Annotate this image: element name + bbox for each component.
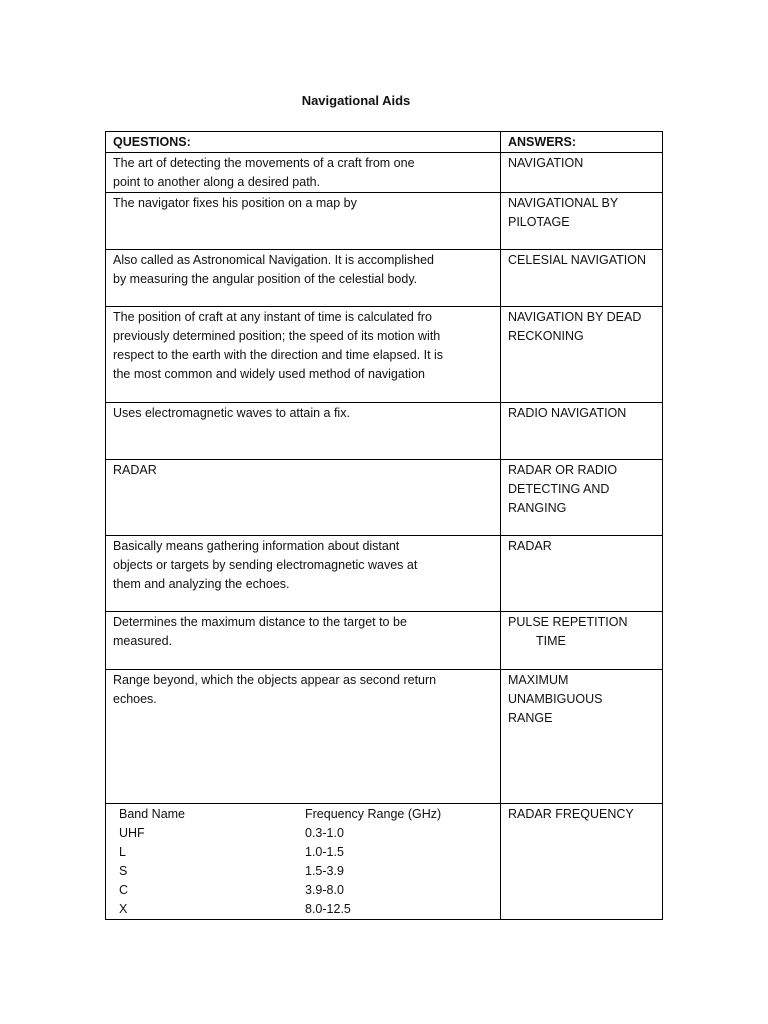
band-name: X [119,902,128,916]
question-cell [106,536,501,612]
band-row [113,824,493,843]
question-line: them and analyzing the echoes. [113,577,290,591]
answer-line: RADAR FREQUENCY [508,807,634,821]
answer-line: NAVIGATION BY DEAD [508,310,642,324]
question-cell [106,193,501,250]
answer-line: CELESIAL NAVIGATION [508,253,647,267]
question-line: The art of detecting the movements of a craft from one [113,156,415,170]
answer-cell [501,460,663,536]
answer-cell [501,250,663,307]
answer-cell [501,153,663,193]
table-row [106,193,663,250]
page-title: Navigational Aids [301,93,411,108]
table-row [106,307,663,403]
answer-line: UNAMBIGUOUS [508,692,603,706]
question-line: Determines the maximum distance to the target to be [113,615,407,629]
band-cell [106,804,501,920]
question-line: Basically means gathering information about distant [113,539,400,553]
band-frequency: 1.0-1.5 [305,845,344,859]
answer-line: MAXIMUM [508,673,569,687]
question-line: previously determined position; the speed of its motion with [113,329,441,343]
question-line: by measuring the angular position of the celestial body. [113,272,418,286]
question-cell [106,307,501,403]
table-header-row [106,132,663,153]
table-row [106,460,663,536]
question-line: Also called as Astronomical Navigation. It is accomplished [113,253,434,267]
answers-header: ANSWERS: [501,132,663,153]
band-row [113,881,493,900]
table-row [106,670,663,804]
question-line: RADAR [113,463,157,477]
question-line: point to another along a desired path. [113,175,321,189]
question-cell [106,460,501,536]
band-row [113,862,493,881]
question-line: The navigator fixes his position on a map by [113,196,357,210]
answer-line: RANGING [508,501,567,515]
question-line: measured. [113,634,173,648]
answer-line: RANGE [508,711,553,725]
answer-line [508,632,655,651]
answer-cell [501,193,663,250]
answer-line: RADAR [508,539,552,553]
questions-header: QUESTIONS: [106,132,501,153]
answer-line: RADAR OR RADIO [508,463,618,477]
band-frequency: 3.9-8.0 [305,883,344,897]
answer-line: DETECTING AND [508,482,610,496]
answer-cell [501,536,663,612]
band-name: L [119,845,126,859]
band-header-row [113,805,493,824]
table-row [106,403,663,460]
answer-line-indented: TIME [536,634,566,648]
question-cell [106,153,501,193]
table-row [106,153,663,193]
question-line: respect to the earth with the direction and time elapsed. It is [113,348,444,362]
question-line: objects or targets by sending electromagnetic waves at [113,558,418,572]
answer-line: NAVIGATIONAL BY [508,196,619,210]
answer-line: NAVIGATION [508,156,584,170]
answer-line: PILOTAGE [508,215,570,229]
band-frequency: 1.5-3.9 [305,864,344,878]
question-line: Uses electromagnetic waves to attain a fix. [113,406,350,420]
answer-cell [501,612,663,670]
band-row [113,900,493,919]
table-row [106,536,663,612]
table-row [106,250,663,307]
answer-cell [501,804,663,920]
qa-table [105,131,663,920]
answer-cell [501,670,663,804]
band-name: S [119,864,128,878]
band-row [113,843,493,862]
answer-line: PULSE REPETITION [508,615,628,629]
question-line: The position of craft at any instant of time is calculated fro [113,310,432,324]
question-line: the most common and widely used method of navigation [113,367,425,381]
band-frequency: 8.0-12.5 [305,902,351,916]
band-name: UHF [119,826,145,840]
question-cell [106,250,501,307]
question-line: echoes. [113,692,157,706]
question-line: Range beyond, which the objects appear as second return [113,673,437,687]
question-cell [106,403,501,460]
table-row [106,804,663,920]
table-row [106,612,663,670]
answer-line: RADIO NAVIGATION [508,406,627,420]
band-name-header: Band Name [119,807,186,821]
answer-cell [501,307,663,403]
frequency-header: Frequency Range (GHz) [305,807,442,821]
question-cell [106,612,501,670]
answer-cell [501,403,663,460]
band-table [113,805,493,919]
band-name: C [119,883,129,897]
band-frequency: 0.3-1.0 [305,826,344,840]
answer-line: RECKONING [508,329,584,343]
question-cell [106,670,501,804]
